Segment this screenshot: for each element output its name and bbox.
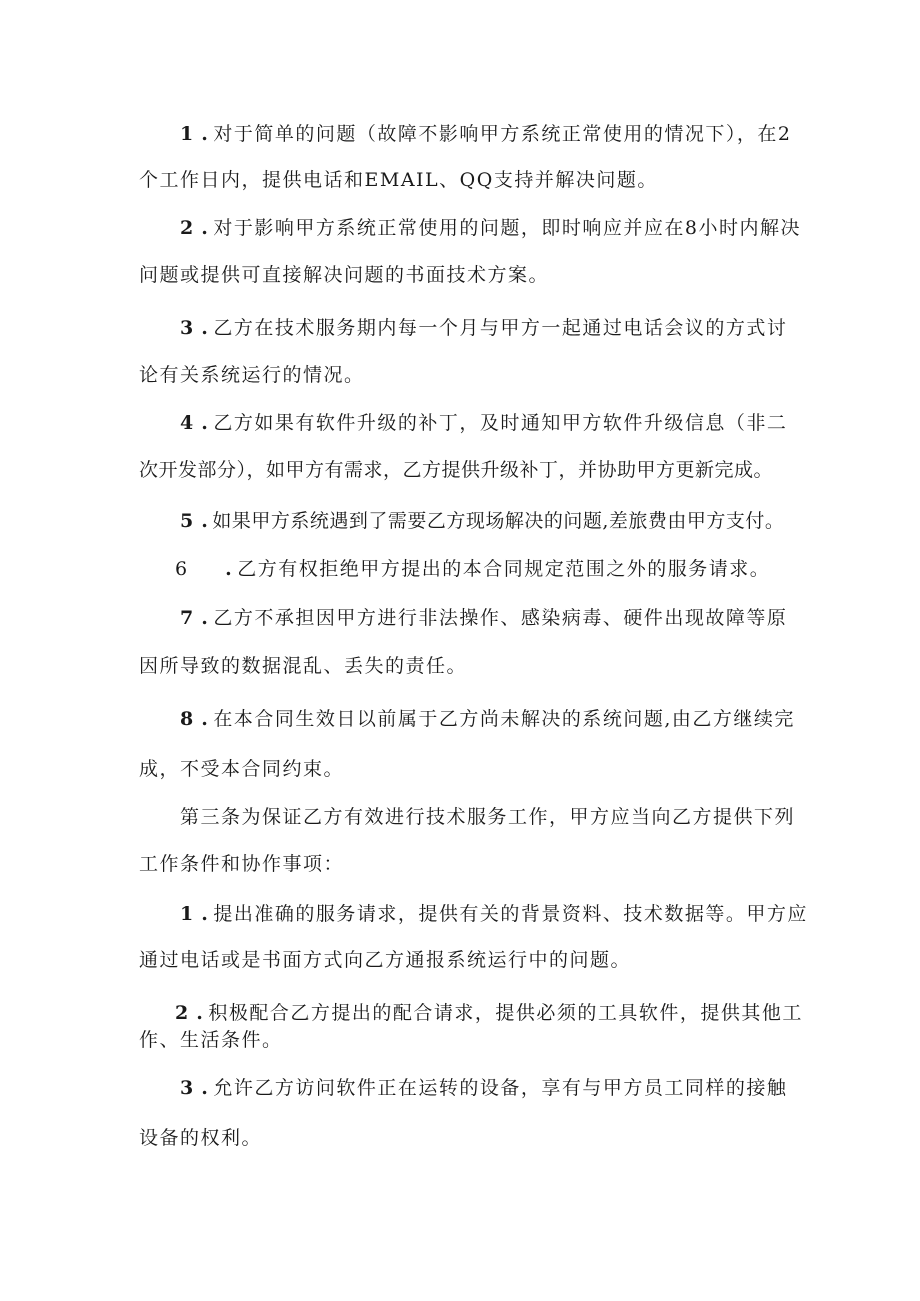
item-1-line-1: 1 . 提出准确的服务请求，提供有关的背景资料、技术数据等。甲方应	[180, 903, 808, 925]
paragraph-number: 4	[180, 412, 194, 434]
paragraph-number: 2	[180, 217, 194, 239]
paragraph-6-line-1: 6 . 乙方有权拒绝甲方提出的本合同规定范围之外的服务请求。	[175, 558, 771, 580]
item-number: 1	[180, 903, 194, 925]
paragraph-8-line-2: 成，不受本合同约束。	[139, 758, 345, 780]
paragraph-3-line-1: 3 . 乙方在技术服务期内每一个月与甲方一起通过电话会议的方式讨	[180, 317, 788, 339]
paragraph-number: 1	[180, 123, 194, 145]
item-2-line-2: 作、生活条件。	[139, 1029, 283, 1051]
paragraph-number: 5	[180, 510, 194, 532]
item-2-line-1: 2 . 积极配合乙方提出的配合请求，提供必须的工具软件，提供其他工	[175, 1002, 803, 1024]
paragraph-number: 3	[180, 317, 194, 339]
paragraph-number: 7	[180, 607, 194, 629]
item-1-line-2: 通过电话或是书面方式向乙方通报系统运行中的问题。	[139, 949, 632, 971]
paragraph-1-line-2: 个工作日内，提供电话和EMAIL、QQ支持并解决问题。	[139, 169, 658, 191]
item-3-line-1: 3 . 允许乙方访问软件正在运转的设备，享有与甲方员工同样的接触	[180, 1077, 788, 1099]
paragraph-8-line-1: 8 . 在本合同生效日以前属于乙方尚未解决的系统问题,由乙方继续完	[180, 708, 795, 730]
item-number: 2	[175, 1002, 189, 1024]
paragraph-5-line-1: 5 . 如果甲方系统遇到了需要乙方现场解决的问题,差旅费由甲方支付。	[180, 510, 785, 532]
article-3-line-1: 第三条为保证乙方有效进行技术服务工作，甲方应当向乙方提供下列	[180, 806, 796, 828]
paragraph-7-line-2: 因所导致的数据混乱、丢失的责任。	[139, 655, 468, 677]
paragraph-7-line-1: 7 . 乙方不承担因甲方进行非法操作、感染病毒、硬件出现故障等原	[180, 607, 788, 629]
paragraph-2-line-2: 问题或提供可直接解决问题的书面技术方案。	[139, 264, 550, 286]
article-3-line-2: 工作条件和协作事项：	[139, 853, 345, 875]
paragraph-3-line-2: 论有关系统运行的情况。	[139, 364, 365, 386]
paragraph-1-line-1: 1 . 对于简单的问题（故障不影响甲方系统正常使用的情况下），在2	[180, 123, 792, 145]
paragraph-4-line-2: 次开发部分），如甲方有需求，乙方提供升级补丁，并协助甲方更新完成。	[139, 459, 774, 481]
paragraph-4-line-1: 4 . 乙方如果有软件升级的补丁，及时通知甲方软件升级信息（非二	[180, 412, 788, 434]
item-3-line-2: 设备的权利。	[139, 1127, 263, 1149]
paragraph-number: 6	[175, 558, 188, 580]
paragraph-2-line-1: 2 . 对于影响甲方系统正常使用的问题，即时响应并应在8小时内解决	[180, 217, 801, 239]
paragraph-number: 8	[180, 708, 194, 730]
item-number: 3	[180, 1077, 194, 1099]
